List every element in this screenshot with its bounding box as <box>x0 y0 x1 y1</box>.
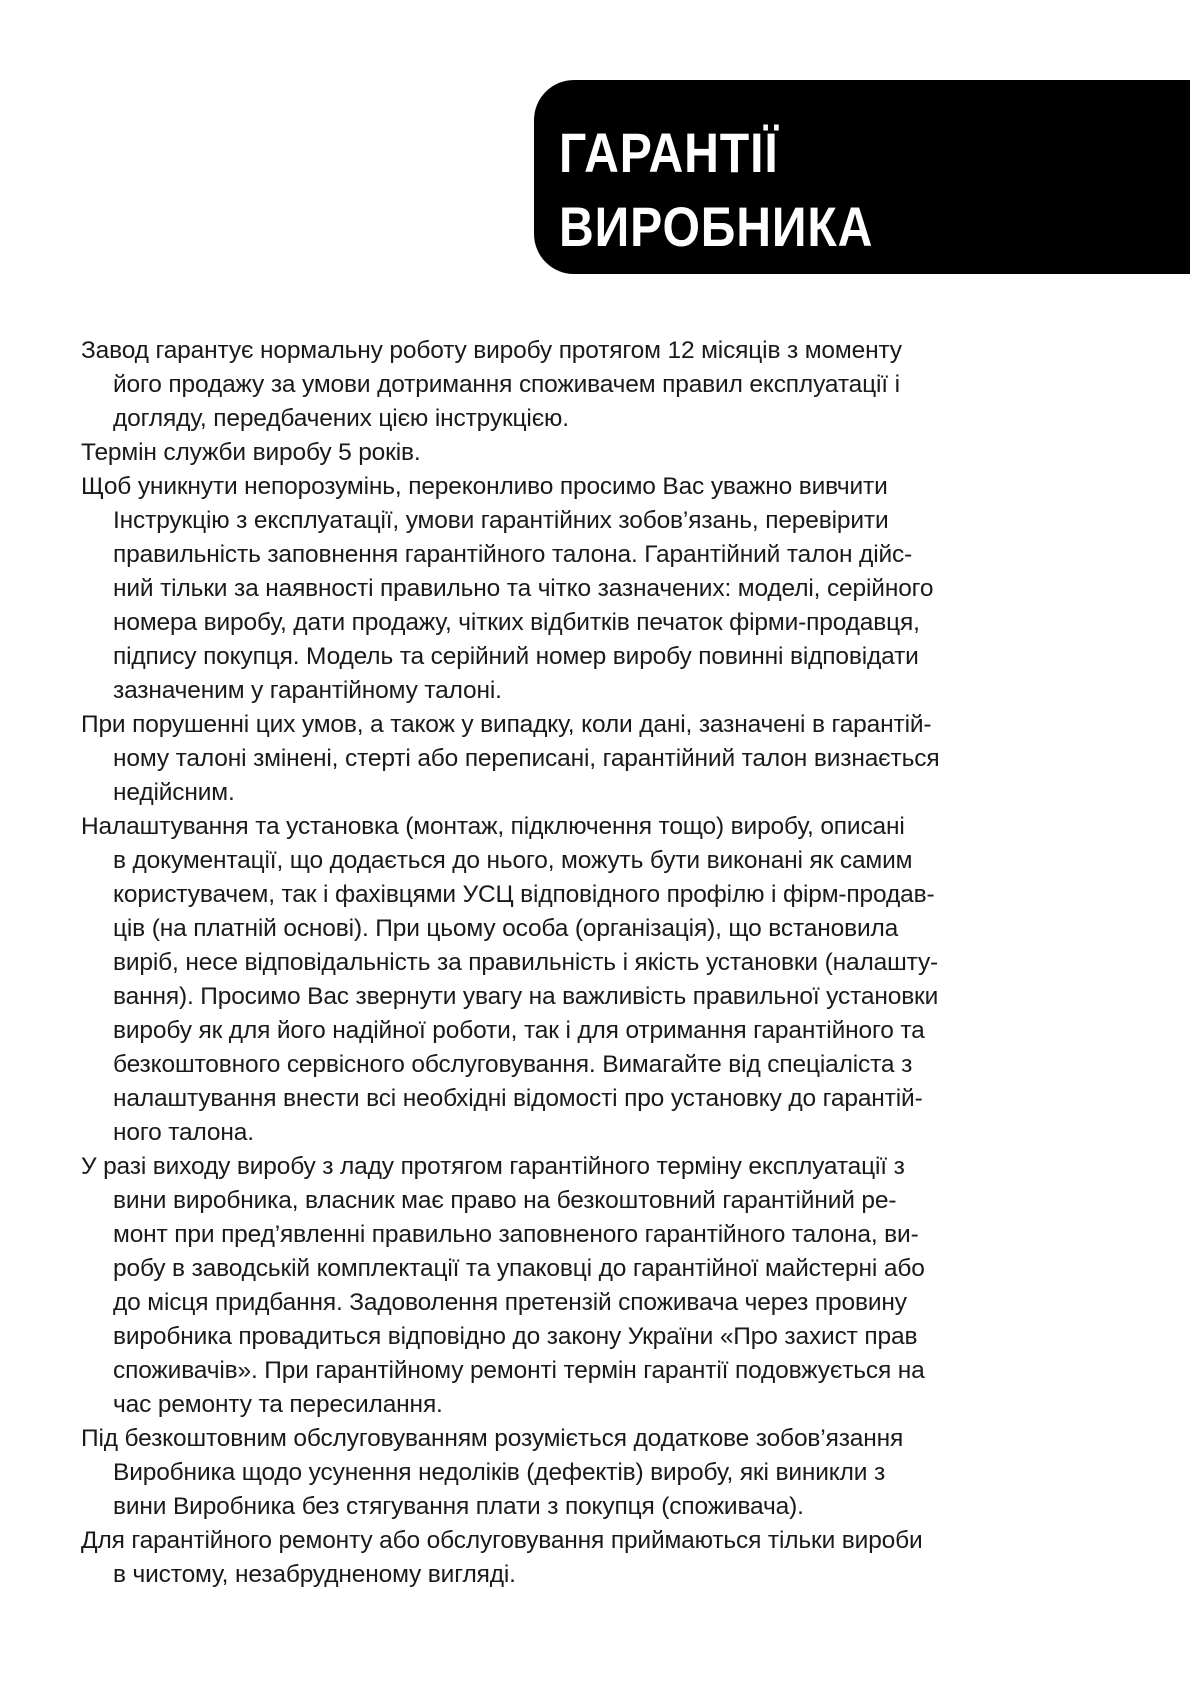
paragraph-warranty-repair: У разі виходу виробу з ладу протягом гарантійного терміну експлуатації з вини виробника, власник має право на безкоштовний гарантійний ре- монт при пред’явленні правильно заповненого гарантійного талона, ви- робу в заводській комплектації та упаковці до гарантійної майстерні або до місця придбання. Задоволення претензій споживача через провину виробника провадиться відповідно до закону України «Про захист прав споживачів». При гарантійному ремонті термін гарантії подовжується на час ремонту та пересилання. <box>81 1153 925 1418</box>
paragraph-warranty-card: Щоб уникнути непорозумінь, переконливо просимо Вас уважно вивчити Інструкцію з експлуатації, умови гарантійних зобов’язань, перевірити правильність заповнення гарантійного талона. Гарантійний талон дійс- ний тільки за наявності правильно та чітко зазначених: моделі, серійного номера виробу, дати продажу, чітких відбитків печаток фірми-продавця, підпису покупця. Модель та серійний номер виробу повинні відповідати зазначеним у гарантійному талоні. <box>81 473 934 704</box>
section-title-line-1: ГАРАНТІЇ <box>559 121 779 184</box>
warranty-text-body <box>81 334 1021 1592</box>
section-title-line-2: ВИРОБНИКА <box>559 195 874 258</box>
paragraph-free-service: Під безкоштовним обслуговуванням розуміється додаткове зобов’язання Виробника щодо усунення недоліків (дефектів) виробу, які виникли з вини Виробника без стягування плати з покупця (споживача). <box>81 1425 904 1520</box>
paragraph-warranty-period: Завод гарантує нормальну роботу виробу протягом 12 місяців з моменту його продажу за умови дотримання споживачем правил експлуатації і догляду, передбачених цією інструкцією. <box>81 337 902 432</box>
paragraph-service-life: Термін служби виробу 5 років. <box>81 439 421 466</box>
paragraph-clean-condition: Для гарантійного ремонту або обслуговування приймаються тільки вироби в чистому, незабрудненому вигляді. <box>81 1527 923 1588</box>
paragraph-invalid-card: При порушенні цих умов, а також у випадку, коли дані, зазначені в гарантій- ному талоні змінені, стерті або переписані, гарантійний талон визнається недійсним. <box>81 711 940 806</box>
section-title-tab <box>534 80 1190 274</box>
paragraph-installation: Налаштування та установка (монтаж, підключення тощо) виробу, описані в документації, що додається до нього, можуть бути виконані як самим користувачем, так і фахівцями УСЦ відповідного профілю і фірм-продав- ців (на платній основі). При цьому особа (організація), що встановила виріб, несе відповідальність за правильність і якість установки (налашту- вання). Просимо Вас звернути увагу на важливість правильної установки виробу як для його надійної роботи, так і для отримання гарантійного та безкоштовного сервісного обслуговування. Вимагайте від спеціаліста з налаштування внести всі необхідні відомості про установку до гарантій- ного талона. <box>81 813 939 1146</box>
